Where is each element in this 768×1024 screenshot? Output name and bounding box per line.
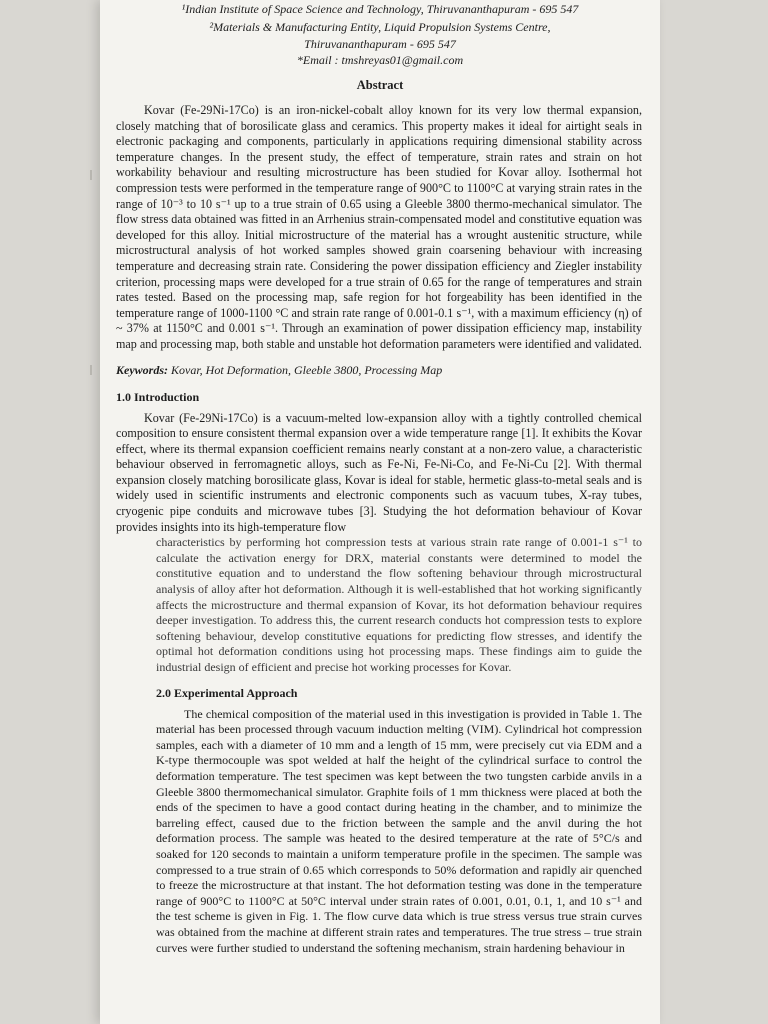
introduction-paragraph-1: Kovar (Fe-29Ni-17Co) is a vacuum-melted low-expansion alloy with a tightly controlled chemical composition to ensure consistent thermal expansion over a wide temperature range [1]. It exhibits the Kovar effect, where its thermal expansion coefficient remains nearly constant at a non-zero value, a characteristic behaviour observed in ferromagnetic alloys, such as Fe-Ni, Fe-Ni-Co, and Fe-Ni-Cu [2]. With thermal expansion closely matching borosilicate glass, Kovar is ideal for stable, hermetic glass-to-metal seals and is widely used in scientific instruments and electronic components such as vacuum tubes, X-ray tubes, cryogenic pipe conduits and microwave tubes [3]. Studying the hot deformation behaviour of Kovar provides insights into its high-temperature flow bbox=[116, 410, 642, 534]
introduction-heading: 1.0 Introduction bbox=[116, 389, 200, 404]
affiliation-line-2: ²Materials & Manufacturing Entity, Liquid Propulsion Systems Centre, bbox=[209, 19, 551, 34]
keywords-line bbox=[100, 363, 660, 378]
author-email: *Email : tmshreyas01@gmail.com bbox=[296, 52, 464, 67]
margin-mark bbox=[90, 365, 92, 375]
abstract-heading: Abstract bbox=[356, 78, 404, 92]
affiliation-line-1: ¹Indian Institute of Space Science and Technology, Thiruvananthapuram - 695 547 bbox=[181, 2, 579, 16]
keywords-label: Keywords: bbox=[116, 362, 168, 377]
experimental-heading: 2.0 Experimental Approach bbox=[156, 685, 298, 700]
margin-mark bbox=[90, 170, 92, 180]
keywords-text: Kovar, Hot Deformation, Gleeble 3800, Processing Map bbox=[168, 362, 443, 377]
document-page bbox=[100, 0, 660, 1024]
affiliation-line-3: Thiruvananthapuram - 695 547 bbox=[304, 37, 456, 51]
experimental-paragraph: The chemical composition of the material used in this investigation is provided in Table 1. The material has been processed through vacuum induction melting (VIM). Cylindrical hot compression samples, each with a diameter of 10 mm and a length of 15 mm, were precisely cut via EDM and a K-type thermocouple was spot welded at half the height of the cylindrical surface to control the deformation temperature. The test specimen was kept between the two tungsten carbide anvils in a Gleeble 3800 thermomechanical simulator. Graphite foils of 1 mm thickness were placed at both the ends of the specimen to have a good contact during heating in the chamber, and to minimize the barreling effect, caused due to the friction between the sample and the anvil during the hot deformation process. The sample was heated to the desired temperature at the rate of 5°C/s and soaked for 120 seconds to maintain a uniform temperature profile in the specimen. The sample was compressed to a true strain of 0.65 which corresponds to 50% deformation and rapidly air quenched to freeze the microstructure at that instant. The hot deformation testing was done in the temperature range of 900°C to 1100°C at 50°C interval under strain rates of 0.001, 0.01, 0.1, 1, and 10 s⁻¹ and the test scheme is given in Fig. 1. The flow curve data which is true stress versus true strain curves was obtained from the machine at different strain rates and temperatures. The true stress – true strain curves were further studied to understand the softening mechanism, strain hardening behaviour in bbox=[156, 706, 642, 955]
abstract-text: Kovar (Fe-29Ni-17Co) is an iron-nickel-cobalt alloy known for its very low thermal expansion, closely matching that of borosilicate glass and ceramics. This property makes it ideal for airtight seals in electronic packaging and components, particularly in applications requiring dimensional stability across temperature changes. In the present study, the effect of temperature, strain rates and strain on hot workability behaviour and resulting microstructure has been studied for Kovar alloy. Isothermal hot compression tests were performed in the temperature range of 900°C to 1100°C at varying strain rates in the range of 10⁻³ to 10 s⁻¹ up to a true strain of 0.65 using a Gleeble 3800 thermo-mechanical simulator. The flow stress data obtained was fitted in an Arrhenius strain-compensated model and constitutive equation was developed for this alloy. Initial microstructure of the material has a wrought austenitic structure, while microstructural analysis of hot worked samples showed grain coarsening behaviour with increasing temperature and decreasing strain rate. Considering the power dissipation efficiency and Ziegler instability criterion, processing maps were developed for a true strain of 0.65 for the range of temperatures and strain rates tested. Based on the processing map, safe region for hot forgeability has been identified in the temperature range of 1000-1100 °C and strain rate range of 0.001-0.1 s⁻¹, with a maximum efficiency (η) of ~ 37% at 1150°C and 0.001 s⁻¹. Through an examination of power dissipation efficiency map, instability map and processing map, both stable and unstable hot deformation parameters were identified and validated. bbox=[116, 103, 642, 351]
introduction-paragraph-2: characteristics by performing hot compression tests at various strain rate range of 0.001-1 s⁻¹ to calculate the activation energy for DRX, material constants were determined to model the constitutive equation and to understand the flow softening behaviour through microstructural analysis of alloy after hot deformation. Although it is well-established that hot working significantly affects the microstructure and thermal expansion of Kovar, its hot deformation behaviour requires deeper investigation. To address this, the current research conducts hot compression tests to explore softening behaviour, develop constitutive equations for predicting flow stresses, and identify the optimal hot deformation conditions using hot processing maps. These findings aim to guide the industrial design of efficient and precise hot working processes for Kovar. bbox=[156, 535, 642, 674]
